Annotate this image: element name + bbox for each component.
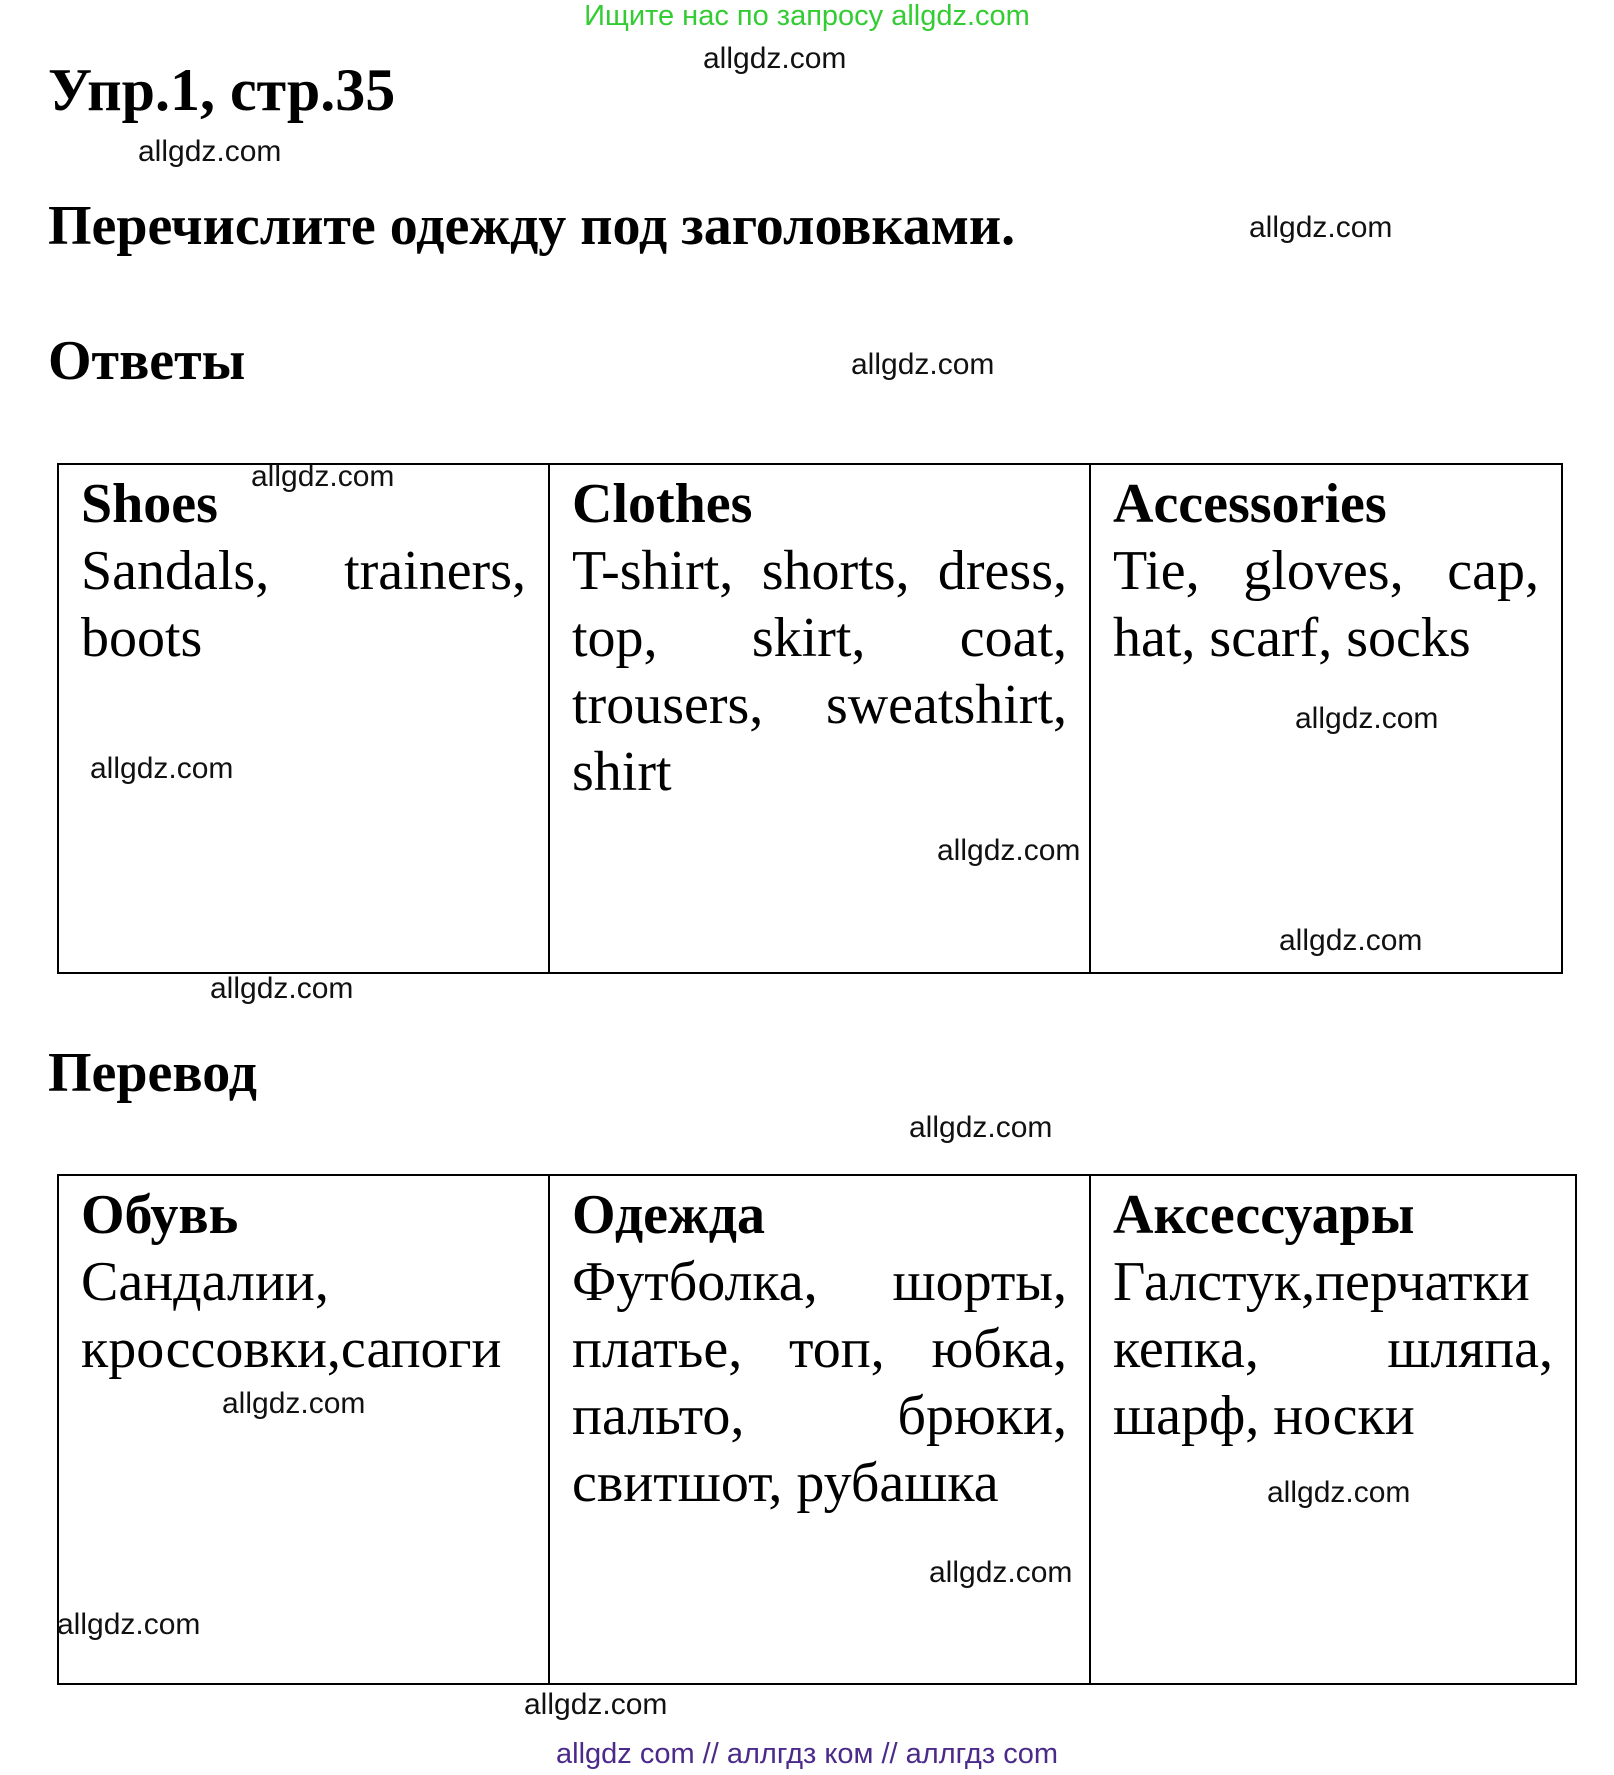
watermark: allgdz.com	[1249, 211, 1393, 244]
watermark: allgdz.com	[57, 1608, 201, 1641]
watermark: allgdz.com	[524, 1688, 668, 1721]
column-heading: Обувь	[81, 1184, 239, 1246]
watermark: allgdz.com	[937, 834, 1081, 867]
column-heading: Shoes	[81, 473, 218, 535]
column-heading: Clothes	[572, 473, 753, 535]
watermark: allgdz.com	[222, 1387, 366, 1420]
watermark: allgdz.com	[138, 135, 282, 168]
watermark: allgdz.com	[1279, 924, 1423, 957]
answers-cell-shoes	[58, 460, 549, 973]
task-instruction: Перечислите одежду под заголовками.	[48, 195, 1016, 257]
translation-cell-accessories	[1090, 1175, 1576, 1684]
column-items: Футболка, шорты, платье, топ, юбка, пальто, брюки, свитшот, рубашка	[572, 1251, 1067, 1514]
exercise-title: Упр.1, стр.35	[48, 57, 396, 123]
column-items: Галстук,перчатки кепка, шляпа, шарф, носки	[1113, 1251, 1553, 1447]
column-heading: Аксессуары	[1113, 1184, 1415, 1246]
column-items: Сандалии, кроссовки,сапоги	[81, 1251, 502, 1380]
watermark: allgdz.com	[90, 752, 234, 785]
column-items: Sandals, trainers, boots	[81, 540, 526, 669]
watermark: allgdz.com	[1295, 702, 1439, 735]
watermark: allgdz.com	[909, 1111, 1053, 1144]
column-heading: Accessories	[1113, 473, 1387, 535]
translation-table	[57, 1174, 1577, 1685]
watermark: allgdz.com	[210, 972, 354, 1005]
watermark: allgdz.com	[851, 348, 995, 381]
watermark: allgdz.com	[1267, 1476, 1411, 1509]
column-items: T-shirt, shorts, dress, top, skirt, coat, trousers, sweatshirt, shirt	[572, 540, 1067, 803]
translation-cell-clothes	[549, 1175, 1090, 1684]
translation-heading: Перевод	[48, 1042, 257, 1104]
bottom-banner-link[interactable]: allgdz com // аллгдз ком // аллгдз com	[556, 1738, 1058, 1770]
watermark: allgdz.com	[251, 460, 395, 493]
column-heading: Одежда	[572, 1184, 765, 1246]
watermark: allgdz.com	[703, 42, 847, 75]
answers-heading: Ответы	[48, 330, 246, 392]
answers-cell-clothes	[549, 464, 1090, 973]
column-items: Tie, gloves, cap, hat, scarf, socks	[1113, 540, 1539, 669]
watermark: allgdz.com	[929, 1556, 1073, 1589]
top-banner-link[interactable]: Ищите нас по запросу allgdz.com	[584, 0, 1030, 32]
